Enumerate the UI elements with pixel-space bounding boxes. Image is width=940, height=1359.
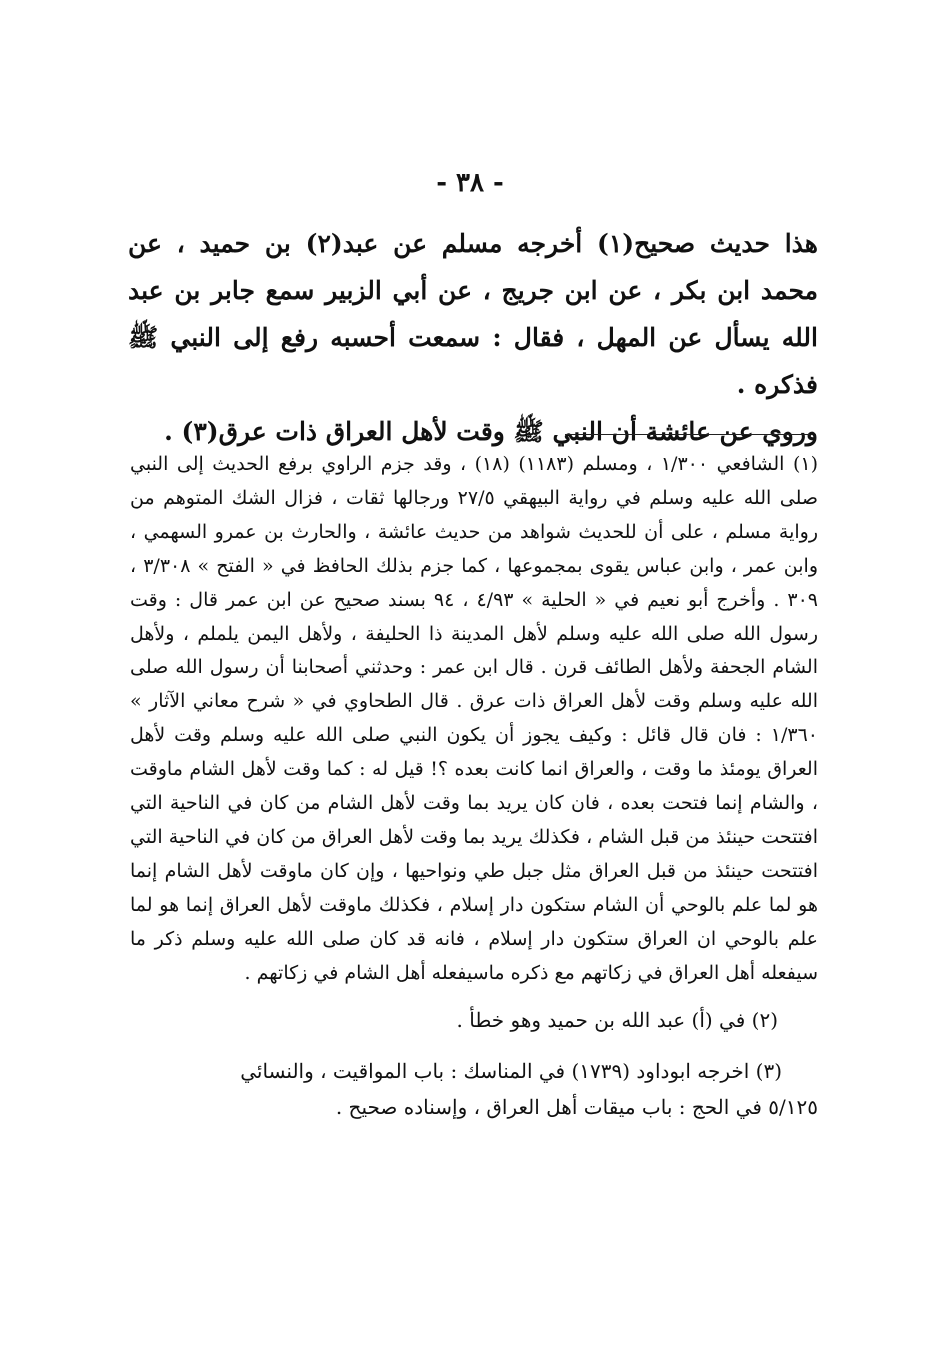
footnote-3 <box>130 1053 818 1125</box>
footnote-divider <box>565 434 810 435</box>
footnote-3-line: (٣) اخرجه ابوداود (١٧٣٩) في المناسك : باب المواقيت ، والنسائي <box>240 1058 782 1083</box>
footnote-1: (١) الشافعي ١/٣٠٠ ، ومسلم (١١٨٣) (١٨) ، وقد جزم الراوي برفع الحديث إلى النبي صلى الله عليه وسلم في رواية البيهقي ٢٧/٥ ورجالها ثقات ، فزال الشك المتوهم من رواية مسلم ، على أن للحديث شواهد من حديث عائشة ، والحارث بن عمرو السهمي ، وابن عمر ، وابن عباس يقوى بمجموعها ، كما جزم بذلك الحافظ في « الفتح » ٣/٣٠٨ ، ٣٠٩ . وأخرج أبو نعيم في « الحلية » ٤/٩٣ ، ٩٤ بسند صحيح عن ابن عمر قال : وقت رسول الله صلى الله عليه وسلم لأهل المدينة ذا الحليفة ، ولأهل اليمن يلملم ، ولأهل الشام الجحفة ولأهل الطائف قرن . قال ابن عمر : وحدثني أصحابنا أن رسول الله صلى الله عليه وسلم وقت لأهل العراق ذات عرق . قال الطحاوي في « شرح معاني الآثار » ١/٣٦٠ : فان قال قائل : وكيف يجوز أن يكون النبي صلى الله عليه وسلم وقت لأهل العراق يومئذ ما وقت ، والعراق انما كانت بعده ؟! قيل له : كما وقت لأهل الشام ماوقت ، والشام إنما فتحت بعده ، فان كان يريد بما وقت لأهل الشام من كان في الناحية التي افتتحت حينئذ من قبل الشام ، فكذلك يريد بما وقت لأهل العراق من كان في الناحية التي افتتحت حينئذ من قبل العراق مثل جبل طي ونواحيها ، وإن كان ماوقت لأهل الشام إنما هو لما علم بالوحي أن الشام ستكون دار إسلام ، فكذلك ماوقت لأهل العراق إنما هو لما علم بالوحي ان العراق ستكون دار إسلام ، فانه قد كان صلى الله عليه وسلم ذكر ما سيفعله أهل العراق في زكاتهم مع ذكره ماسيفعله أهل الشام في زكاتهم . <box>130 453 819 984</box>
footnotes <box>130 448 818 1125</box>
main-paragraph: وروي عن عائشة أن النبي ﷺ وقت لأهل العراق ذات عرق(٣) . <box>164 417 818 446</box>
footnote-3-line: ٥/١٢٥ في الحج : باب ميقات أهل العراق ، وإسناده صحيح . <box>335 1094 818 1119</box>
main-paragraph: هذا حديث صحيح(١) أخرجه مسلم عن عبد(٢) بن حميد ، عن محمد ابن بكر ، عن ابن جريج ، عن أبي الزبير سمع جابر بن عبد الله يسأل عن المهل ، فقال : سمعت أحسبه رفع إلى النبي ﷺ فذكره . <box>128 229 818 399</box>
page-number: - ٣٨ - <box>436 168 504 198</box>
footnote-2: (٢) في (أ) عبد الله بن حميد وهو خطأ . <box>456 1007 778 1032</box>
main-text <box>128 220 818 455</box>
